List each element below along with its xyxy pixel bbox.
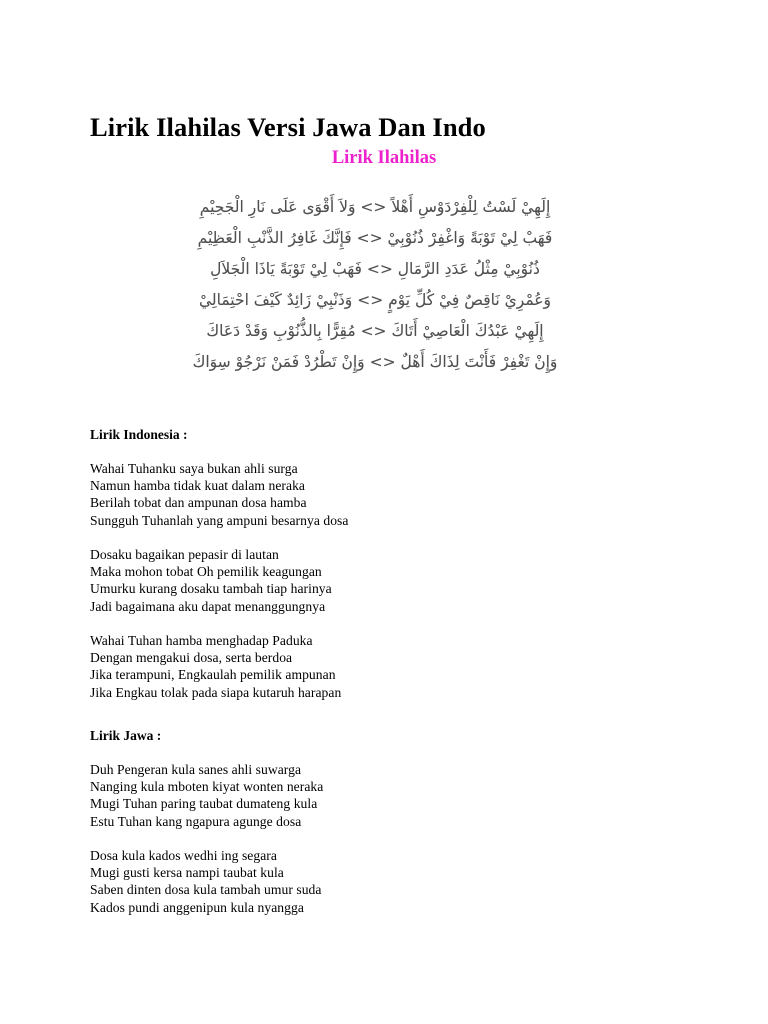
lyric-stanza (90, 761, 323, 830)
lyric-line: Saben dinten dosa kula tambah umur suda (90, 882, 322, 898)
lyric-stanza (90, 847, 321, 916)
arabic-line: إِلَهِيْ عَبْدُكَ الْعَاصِيْ أَتَاكَ <> مُقِرًّا بِالذُّنُوْبِ وَقَدْ دَعَاكَ (206, 322, 544, 340)
lyric-line: Kados pundi anggenipun kula nyangga (90, 899, 304, 915)
section-heading-indonesia: Lirik Indonesia : (90, 427, 188, 442)
lyric-line: Wahai Tuhanku saya bukan ahli surga (90, 461, 298, 476)
lyric-line: Mugi Tuhan paring taubat dumateng kula (90, 796, 318, 812)
lyric-line: Mugi gusti kersa nampi taubat kula (90, 865, 284, 881)
lyric-line: Sungguh Tuhanlah yang ampuni besarnya dosa (90, 512, 349, 528)
lyric-line: Estu Tuhan kang ngapura agunge dosa (90, 813, 302, 829)
lyric-line: Dosa kula kados wedhi ing segara (90, 848, 277, 863)
arabic-line: ذُنُوْبِيْ مِثْلُ عَدَدِ الرَّمَالِ <> فَهَبْ لِيْ تَوْبَةً يَاذَا الْجَلاَلِ (210, 260, 540, 278)
arabic-poem-block (160, 192, 590, 400)
lyric-line: Namun hamba tidak kuat dalam neraka (90, 478, 306, 494)
lyric-line: Berilah tobat dan ampunan dosa hamba (90, 495, 307, 511)
lyric-line: Duh Pengeran kula sanes ahli suwarga (90, 762, 302, 777)
lyric-line: Dosaku bagaikan pepasir di lautan (90, 547, 279, 562)
lyric-stanza (90, 632, 341, 701)
lyric-line: Maka mohon tobat Oh pemilik keagungan (90, 564, 322, 580)
lyric-line: Dengan mengakui dosa, serta berdoa (90, 650, 293, 666)
lyric-line: Jika terampuni, Engkaulah pemilik ampunan (90, 667, 336, 683)
lyric-line: Jika Engkau tolak pada siapa kutaruh harapan (90, 684, 342, 700)
document-subtitle: Lirik Ilahilas (331, 148, 437, 168)
section-heading-jawa: Lirik Jawa : (90, 728, 162, 743)
page-title: Lirik Ilahilas Versi Jawa Dan Indo (90, 111, 486, 142)
arabic-line: وَعُمْرِيْ نَاقِصٌ فِيْ كُلِّ يَوْمٍ <> وَذَنْبِيْ زَائِدٌ كَيْفَ احْتِمَالِيْ (198, 291, 552, 309)
lyric-line: Wahai Tuhan hamba menghadap Paduka (90, 633, 313, 648)
lyric-line: Umurku kurang dosaku tambah tiap harinya (90, 581, 332, 597)
arabic-line: إِلَهِيْ لَسْتُ لِلْفِرْدَوْسِ أَهْلاً <> وَلاَ أَقْوَى عَلَى نَارِ الْجَحِيْمِ (199, 198, 551, 216)
lyric-line: Jadi bagaimana aku dapat menanggungnya (90, 598, 326, 614)
lyric-line: Nanging kula mboten kiyat wonten neraka (90, 779, 324, 795)
arabic-line: وَإِنْ تَغْفِرْ فَأَنْتَ لِذَاكَ أَهْلٌ <> وَإِنْ تَطْرُدْ فَمَنْ نَرْجُوْ سِوَاكَ (192, 353, 558, 371)
lyric-stanza (90, 546, 332, 615)
lyric-stanza (90, 460, 348, 529)
arabic-line: فَهَبْ لِيْ تَوْبَةً وَاغْفِرْ ذُنُوْبِيْ <> فَإِنَّكَ غَافِرُ الذَّنْبِ الْعَظِيْمِ (197, 229, 553, 247)
